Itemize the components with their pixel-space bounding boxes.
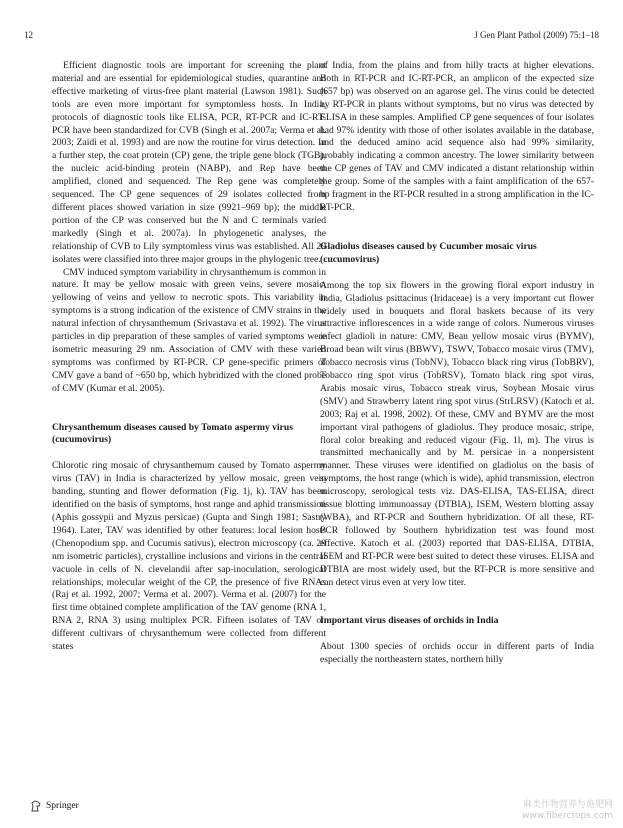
section-heading: Chrysanthemum diseases caused by Tomato aspermy virus (cucumovirus) [52, 421, 293, 446]
publisher-footer [30, 800, 79, 812]
paragraph: Efficient diagnostic tools are important for screening the plant material and are essential for epidemiological studies, quarantine and effective marketing of virus-free plant material (Lawson 1981). Such tools are even more important for symptomless hosts. In India, protocols of diagnostic tools like ELISA, PCR, RT-PCR and IC-RT-PCR have been standardized for CVB (Singh et al. 2007a; Verma et al. 2003; Zaidi et al. 1993) and are now the routine for virus detection. In a further step, the coat protein (CP) gene, the triple gene block (TGB), the nucleic acid-binding protein (NABP), and Rep have been amplified, cloned and sequenced. The Rep gene was completely sequenced. The CP gene sequences of 29 isolates collected from different places showed variation in size (9921–969 bp); the middle portion of the CP was conserved but the N and C terminals varied markedly (Singh et al. 2007a). In phylogenetic analyses, the relationship of CVB to Lily symptomless virus was established. All 29 isolates were classified into three major groups in the phylogenic tree. [52, 60, 326, 265]
left-column [52, 60, 326, 654]
springer-horse-icon [30, 800, 42, 812]
section-heading: Important virus diseases of orchids in India [320, 615, 499, 627]
site-watermark [522, 800, 613, 822]
publisher-name: Springer [46, 801, 79, 811]
page-number: 12 [24, 30, 33, 40]
right-column [320, 60, 594, 667]
paragraph: of India, from the plains and from hilly tracts at higher elevations. Both in RT-PCR and IC-RT-PCR, an amplicon of the expected size (657 bp) was observed on an agarose gel. The virus could be detected by RT-PCR in plants without symptoms, but no virus was detected by ELISA in these samples. Amplified CP gene sequences of four isolates had 97% identity with those of other isolates available in the database, and the deduced amino acid sequence also had 99% similarity, probably indicating a common ancestry. The lower similarity between the CP genes of TAV and CMV indicated a distant relationship within the group. Some of the samples with a faint amplification of the 657-bp fragment in the RT-PCR resulted in a strong amplification in the IC-RT-PCR. [320, 60, 594, 213]
section-heading: Gladiolus diseases caused by Cucumber mosaic virus (cucumovirus) [320, 240, 537, 265]
paragraph: Chlorotic ring mosaic of chrysanthemum caused by Tomato aspermy virus (TAV) in India is characterized by yellow mosaic, green vein banding, stunting and flower deformation (Fig. 1j, k). TAV has been identified on the basis of symptoms, host range and aphid transmission (Aphis gossypii and Myzus persicae) (Gupta and Singh 1981; Sastry 1964). Later, TAV was identified by other features: local lesion hosts (Chenopodium spp. and Cucumis sativus), electron microscopy (ca. 29 nm isometric particles), crystalline inclusions and virions in the central vacuole in cells of N. clevelandii after sap-inoculation, serological relationships, molecular weight of the CP, the presence of five RNAs (Raj et al. 1992, 2007; Verma et al. 2007). Verma et al. (2007) for the first time obtained complete amplification of the TAV genome (RNA 1, RNA 2, RNA 3) using multiplex PCR. Fifteen isolates of TAV on different cultivars of chrysanthemum were collected from different states [52, 460, 326, 653]
watermark-title: 麻类作物营养与施肥网 [522, 800, 613, 810]
watermark-url: www.fibercrops.com [522, 811, 613, 821]
paragraph: CMV induced symptom variability in chrysanthemum is common in nature. It may be yellow mosaic with green veins, severe mosaic, yellowing of veins and yellow to necrotic spots. This variability in symptoms is a strong indication of the existence of CMV strains in the natural infection of chrysanthemum (Srivastava et al. 1992). The virus particles in dip preparation of these samples of varied symptoms were isometric measuring 29 nm. Association of CMV with these varied symptoms was confirmed by RT-PCR. CP gene-specific primers of CMV gave a band of ~650 bp, which hybridized with the cloned probe of CMV (Kumar et al. 2005). [52, 266, 326, 394]
journal-citation: J Gen Plant Pathol (2009) 75:1–18 [474, 30, 599, 40]
paragraph: About 1300 species of orchids occur in different parts of India especially the northeastern states, northern hilly [320, 641, 594, 666]
running-header [24, 30, 599, 44]
paragraph: Among the top six flowers in the growing floral export industry in India, Gladiolus psittacinus (Iridaceae) is a very important cut flower widely used in bouquets and floral baskets because of its very attractive inflorescences in a wide range of colors. Numerous viruses infect gladioli in nature: CMV, Bean yellow mosaic virus (BYMV), Broad bean wilt virus (BBWV), TSWV, Tobacco mosaic virus (TMV), Tobacco necrosis virus (TobNV), Tobacco black ring virus (TobBRV), Tobacco ring spot virus (TobRSV), Tomato black ring spot virus, Arabis mosaic virus, Tobacco streak virus, Soybean Mosaic virus (SMV) and Strawberry latent ring spot virus (StrLRSV) (Katoch et al. 2003; Raj et al. 1998, 2002). Of these, CMV and BYMV are the most important viral pathogens of gladiolus. They produce mosaic, stripe, floral color breaking and reduced vigour (Fig. 1l, m). The virus is transmitted mechanically and by M. persicae in a nonpersistent manner. These viruses were identified on gladiolus on the basis of symptoms, the host range (which is wide), aphid transmission, electron microscopy, serological tests viz. DAS-ELISA, TAS-ELISA, direct tissue blotting immunoassay (DTBIA), ISEM, Western blotting assay (WBA), and RT-PCR and Southern hybridization. Of all these, RT-PCR followed by Southern hybridization test was found most effective. Katoch et al. (2003) reported that DAS-ELISA, DTBIA, ISEM and RT-PCR were best suited to detect these viruses. ELISA and DTBIA are most widely used, but the RT-PCR is more sensitive and can detect virus even at very low titer. [320, 279, 594, 588]
